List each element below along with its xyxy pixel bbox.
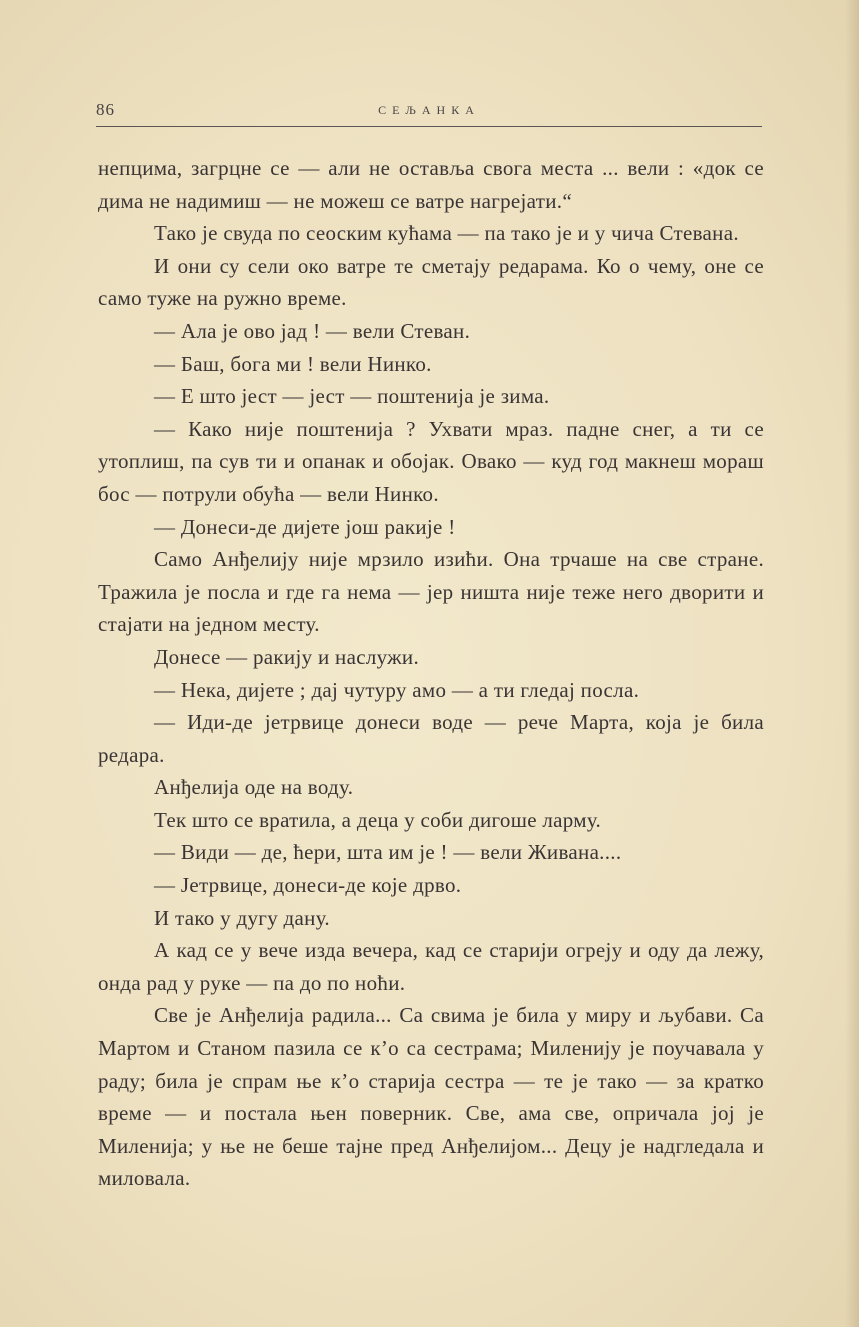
page-header [96, 100, 762, 122]
dialogue-line: — Ала је ово јад ! — вели Стеван. [154, 318, 471, 343]
dialogue-line: — Е што јест — јест — поштенија је зима. [154, 384, 550, 409]
dialogue-line: — Види — де, ћери, шта им је ! — вели Живана.... [154, 840, 622, 865]
running-title: СЕЉАНКА [378, 103, 480, 117]
paragraph: А кад се у вече изда вечера, кад се старији огреју и оду да лежу, онда рад у руке — па до по ноћи. [98, 938, 764, 995]
paragraph: Анђелија оде на воду. [154, 775, 354, 800]
page-number: 86 [96, 100, 115, 119]
paragraph: И тако у дугу дану. [154, 905, 330, 930]
paragraph: Тако је свуда по сеоским кућама — па тако је и у чича Стевана. [154, 221, 739, 246]
paragraph: И они су сели око ватре те сметају редарама. Ко о чему, оне се само туже на ружно време. [98, 253, 764, 311]
dialogue-line: — Баш, бога ми ! вели Нинко. [154, 351, 432, 376]
paragraph: Донесе — ракију и наслужи. [154, 644, 420, 669]
paragraph: Све је Анђелија радила... Са свима је била у миру и љубави. Са Мартом и Станом пазила се к’о са сестрама; Миленију је поучавала у раду; била је спрам ње к’о старија сестра — те је тако — за кратко време — и постала њен поверник. Све, ама све, опричала јој је Миленија; у ње не беше тајне пред Анђелијом... Децу је надгледала и миловала. [98, 1003, 764, 1191]
body-text [98, 152, 764, 1195]
dialogue-line: — Донеси-де дијете још ракије ! [154, 514, 456, 539]
dialogue-line: — Иди-де јетрвице донеси воде — рече Марта, која је била редара. [98, 710, 764, 767]
dialogue-line: — Како није поштенија ? Ухвати мраз. падне снег, а ти се утоплиш, па сув ти и опанак и обојак. Овако — куд год макнеш мораш бос — потрули обућа — вели Нинко. [98, 416, 764, 506]
dialogue-line: — Нека, дијете ; дај чутуру амо — а ти гледај посла. [154, 677, 640, 702]
paragraph: Само Анђелију није мрзило изићи. Она трчаше на све стране. Тражила је посла и где га нема — јер ништа није теже него дворити и стајати на једном месту. [98, 547, 764, 637]
page-edge-shadow [845, 0, 859, 1327]
paragraph: Тек што се вратила, а деца у соби дигоше ларму. [154, 807, 602, 832]
dialogue-line: — Јетрвице, донеси-де које дрво. [154, 873, 462, 898]
paragraph: непцима, загрцне се — али не оставља свога места ... вели : «док се дима не надимиш — не можеш се ватре нагрејати.“ [98, 156, 764, 213]
header-rule [96, 126, 762, 127]
